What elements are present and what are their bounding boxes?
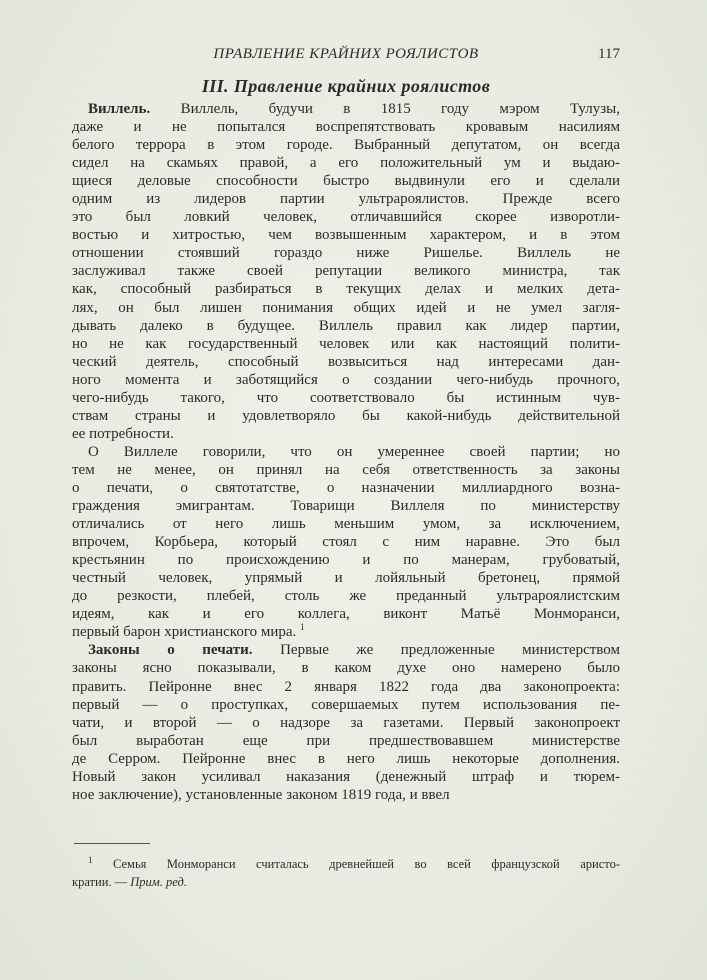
line-text: отношении стоявший гораздо ниже Ришелье. Виллель не (72, 245, 620, 262)
paragraph (72, 443, 620, 642)
text-line (72, 569, 620, 587)
text-line (72, 389, 620, 407)
footnote-text: Семья Монморанси считалась древнейшей во всей французской аристо- (92, 857, 620, 871)
text-line (72, 605, 620, 623)
text-line (72, 714, 620, 732)
page-number: 117 (598, 46, 620, 62)
line-text: честный человек, упрямый и лойяльный бретонец, прямой (72, 570, 620, 587)
paragraph (72, 100, 620, 443)
line-text: был выработан еще при предшествовавшем министерстве (72, 732, 620, 749)
editor-note: Прим. ред. (130, 875, 187, 889)
line-text: первый барон христианского мира. (72, 624, 297, 641)
line-text: лях, он был лишен понимания общих идей и не умел загля- (72, 299, 620, 316)
line-text: чего-нибудь такого, что соответствовало бы истинным чув- (72, 389, 620, 406)
footnote-mark: 1 (88, 854, 93, 865)
line-text: щиеся деловые способности быстро выдвинули его и сделали (72, 173, 620, 190)
text-line (72, 659, 620, 677)
text-line (72, 280, 620, 298)
line-text: идеям, как и его коллега, виконт Матьё Монморанси, (72, 606, 620, 623)
text-line (72, 335, 620, 353)
line-text: дывать далеко в будущее. Виллель правил как лидер партии, (72, 317, 620, 334)
text-line (72, 768, 620, 786)
text-line (72, 299, 620, 317)
line-text: граждения эмигрантам. Товарищи Виллеля по министерству (72, 498, 620, 515)
line-text: ческий деятель, способный возвыситься над интересами дан- (72, 353, 620, 370)
line-text: но не как государственный человек или как настоящий полити- (72, 335, 620, 352)
text-line (72, 100, 620, 118)
text-line (72, 479, 620, 497)
run-in-heading: Виллель. (88, 101, 151, 117)
text-line (72, 317, 620, 335)
line-text: даже и не попытался воспрепятствовать кровавым насилиям (72, 119, 620, 136)
text-line (72, 443, 620, 461)
text-line (72, 136, 620, 154)
line-text: Первые же предложенные министерством (252, 642, 620, 659)
running-header (72, 46, 620, 66)
footnote (72, 855, 620, 891)
footnote-line (72, 855, 620, 873)
line-text: тем не менее, он принял на себя ответственность за законы (72, 461, 620, 478)
footnote-reference: 1 (300, 622, 305, 633)
line-text: О Виллеле говорили, что он умереннее своей партии; но (88, 443, 620, 460)
line-text: отличались от него лишь меньшим умом, за исключением, (72, 516, 620, 533)
text-line (72, 678, 620, 696)
text-line (72, 407, 620, 425)
line-text: до резкости, плебей, столь же преданный ультрароялистским (72, 588, 620, 605)
text-line (72, 497, 620, 515)
run-in-heading: Законы о печати. (88, 642, 253, 659)
text-line (72, 515, 620, 533)
text-line (72, 786, 620, 804)
paragraph (72, 641, 620, 803)
text-line (72, 226, 620, 244)
body-text (72, 100, 620, 804)
line-text: это был ловкий человек, отличавшийся скорее изворотли- (72, 209, 620, 226)
text-line (72, 750, 620, 768)
text-line (72, 461, 620, 479)
text-line (72, 353, 620, 371)
footnote-text: кратии. — (72, 875, 131, 889)
text-line (72, 732, 620, 750)
line-text: как, способный разбираться в текущих делах и мелких дета- (72, 281, 620, 298)
line-text: Новый закон усиливал наказания (денежный штраф и тюрем- (72, 768, 620, 785)
text-line (72, 244, 620, 262)
text-line (72, 425, 620, 443)
line-text: ного момента и заботящийся о создании чего-нибудь прочного, (72, 371, 620, 388)
text-line (72, 696, 620, 714)
text-line (72, 172, 620, 190)
text-line (72, 533, 620, 551)
text-line (72, 587, 620, 605)
line-text: чати, и второй — о надзоре за газетами. Первый законопроект (72, 714, 620, 731)
line-text: крестьянин по происхождению и по манерам, грубоватый, (72, 552, 620, 569)
text-line (72, 154, 620, 172)
line-text: заслуживал также своей репутации великого министра, так (72, 263, 620, 280)
text-line (72, 118, 620, 136)
line-text: одним из лидеров партии ультрароялистов. Прежде всего (72, 191, 620, 208)
line-text: сидел на скамьях правой, а его положительный ум и выдаю- (72, 155, 620, 172)
line-text: де Серром. Пейронне внес в него лишь некоторые дополнения. (72, 750, 620, 767)
line-text: востью и хитростью, чем возвышенным характером, и в этом (72, 227, 620, 244)
line-text: о печати, о святотатстве, о назначении миллиардного возна- (72, 479, 620, 496)
text-line (72, 262, 620, 280)
line-text: ствам страны и удовлетворяло бы какой-нибудь действительной (72, 407, 620, 424)
line-text: законы ясно показывали, в каком духе оно намерено было (72, 660, 620, 677)
footnote-divider (74, 843, 150, 844)
running-title: ПРАВЛЕНИЕ КРАЙНИХ РОЯЛИСТОВ (213, 46, 479, 62)
text-line (72, 551, 620, 569)
text-line (72, 623, 620, 641)
line-text: впрочем, Корбьера, который стоял с ним наравне. Это был (72, 534, 620, 551)
line-text: ее потребности. (72, 425, 174, 442)
line-text: ное заключение), установленные законом 1819 года, и ввел (72, 786, 450, 803)
footnote-line (72, 873, 620, 891)
text-line (72, 208, 620, 226)
line-text: первый — о проступках, совершаемых путем использования пе- (72, 696, 620, 713)
line-text: Виллель, будучи в 1815 году мэром Тулузы, (150, 101, 620, 117)
line-text: белого террора в этом городе. Выбранный депутатом, он всегда (72, 137, 620, 154)
section-title: III. Правление крайних роялистов (201, 76, 491, 96)
line-text: править. Пейронне внес 2 января 1822 года два законопроекта: (72, 678, 620, 695)
text-line (72, 371, 620, 389)
text-line (72, 641, 620, 659)
text-line (72, 190, 620, 208)
